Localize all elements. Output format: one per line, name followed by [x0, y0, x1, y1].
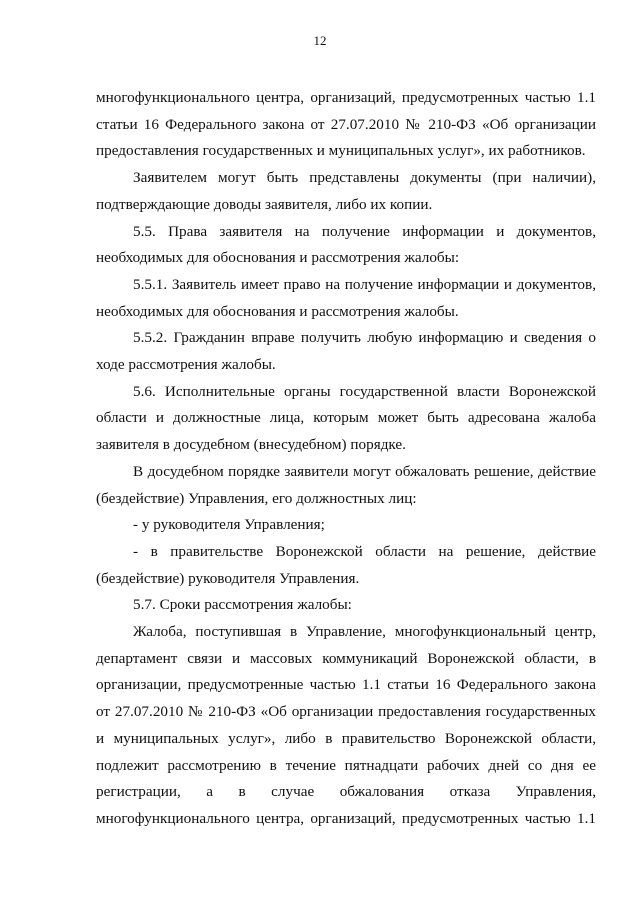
paragraph-8: - у руководителя Управления; — [133, 516, 325, 534]
paragraph-2: Заявителем могут быть представлены документы (при наличии), подтверждающие доводы заявителя, либо их копии. — [96, 169, 596, 213]
paragraph-6: 5.6. Исполнительные органы государственной власти Воронежской области и должностные лица, которым может быть адресована жалоба заявителя в досудебном (внесудебном) порядке. — [96, 382, 596, 454]
paragraph-11: Жалоба, поступившая в Управление, многофункциональный центр, департамент связи и массовых коммуникаций Воронежской области, в организации, предусмотренные частью 1.1 статьи 16 Федерального закона от 27.07.2010 № 210-ФЗ «Об организации предоставления государственных и муниципальных услуг», либо в правительство Воронежской области, подлежит рассмотрению в течение пятнадцати рабочих дней со дня ее регистрации, а в случае обжалования отказа Управления, многофункционального центра, организаций, предусмотренных частью 1.1 — [96, 623, 596, 827]
document-body — [96, 85, 596, 833]
paragraph-5: 5.5.2. Гражданин вправе получить любую информацию и сведения о ходе рассмотрения жалобы. — [96, 329, 596, 374]
paragraph-3: 5.5. Права заявителя на получение информации и документов, необходимых для обоснования и рассмотрения жалобы: — [96, 222, 596, 267]
page-number: 12 — [313, 33, 327, 48]
paragraph-10: 5.7. Сроки рассмотрения жалобы: — [133, 596, 352, 614]
paragraph-4: 5.5.1. Заявитель имеет право на получение информации и документов, необходимых для обоснования и рассмотрения жалобы. — [96, 275, 596, 320]
paragraph-7: В досудебном порядке заявители могут обжаловать решение, действие (бездействие) Управления, его должностных лиц: — [96, 462, 596, 507]
paragraph-9: - в правительстве Воронежской области на решение, действие (бездействие) руководителя Управления. — [96, 542, 596, 587]
paragraph-1: многофункционального центра, организаций, предусмотренных частью 1.1 статьи 16 Федерального закона от 27.07.2010 № 210-ФЗ «Об организации предоставления государственных и муниципальных услуг», их работников. — [96, 89, 596, 160]
